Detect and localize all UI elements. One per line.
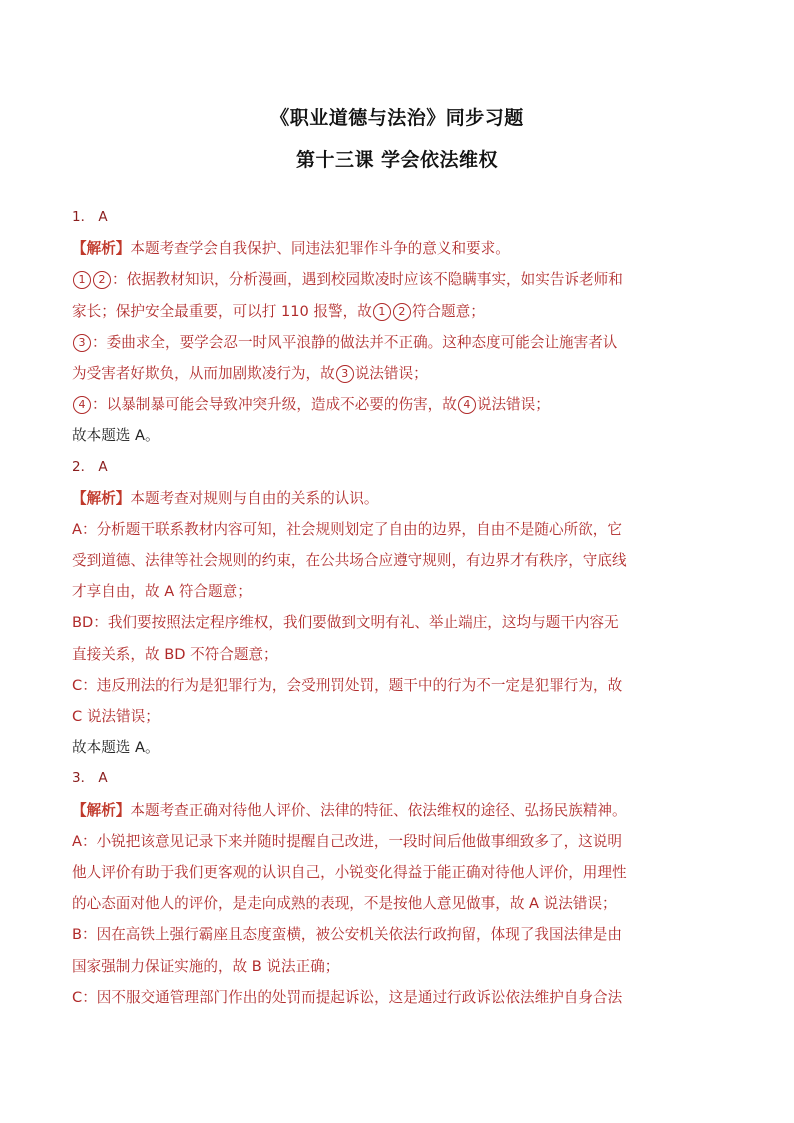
analysis-line xyxy=(72,233,684,264)
lesson-subtitle: 第十三课 学会依法维权 xyxy=(295,149,499,171)
option-line xyxy=(72,296,684,327)
option-text: 为受害者好欺负，从而加剧欺凌行为，故 xyxy=(72,364,335,382)
analysis-text: 本题考查对规则与自由的关系的认识。 xyxy=(130,489,379,507)
option-line xyxy=(72,327,684,358)
analysis-line xyxy=(72,483,684,514)
option-line xyxy=(72,358,684,389)
option-text: 说法错误； xyxy=(476,396,550,414)
option-text: 符合题意； xyxy=(411,302,485,320)
circled-number: 2 xyxy=(93,271,111,289)
circled-number: 1 xyxy=(373,303,391,321)
option-text: ：委曲求全，要学会忍一时风平浪静的做法并不正确。这种态度可能会让施害者认 xyxy=(92,333,618,351)
circled-number: 3 xyxy=(73,334,91,352)
option-line: C：违反刑法的行为是犯罪行为，会受刑罚处罚，题干中的行为不一定是犯罪行为，故 xyxy=(72,676,623,694)
option-line: 的心态面对他人的评价，是走向成熟的表现，不是按他人意见做事，故 A 说法错误； xyxy=(72,895,617,913)
answer-number: 2． A xyxy=(72,458,108,475)
option-line: B：因在高铁上强行霸座且态度蛮横，被公安机关依法行政拘留，体现了我国法律是由 xyxy=(72,926,622,944)
option-line: 国家强制力保证实施的，故 B 说法正确； xyxy=(72,957,340,975)
option-text: 说法错误； xyxy=(354,364,428,382)
analysis-tag: 【解析】 xyxy=(72,489,131,507)
analysis-tag: 【解析】 xyxy=(72,240,131,258)
circled-number: 1 xyxy=(73,271,91,289)
circled-number: 4 xyxy=(73,396,91,414)
answer-number: 3． A xyxy=(72,770,108,787)
conclusion-line: 故本题选 A。 xyxy=(72,739,160,757)
analysis-text: 本题考查正确对待他人评价、法律的特征、依法维权的途径、弘扬民族精神。 xyxy=(130,801,627,819)
option-line: A：分析题干联系教材内容可知，社会规则划定了自由的边界，自由不是随心所欲，它 xyxy=(72,520,622,538)
option-text: ：以暴制暴可能会导致冲突升级，造成不必要的伤害，故 xyxy=(92,396,457,414)
option-text: 家长；保护安全最重要，可以打 110 报警，故 xyxy=(72,302,372,320)
option-line: 才享自由，故 A 符合题意； xyxy=(72,583,252,601)
option-text: ：依据教材知识，分析漫画，遇到校园欺凌时应该不隐瞒事实，如实告诉老师和 xyxy=(112,271,623,289)
option-line xyxy=(72,264,684,295)
circled-number: 4 xyxy=(458,396,476,414)
option-line: C 说法错误； xyxy=(72,708,160,725)
conclusion-line: 故本题选 A。 xyxy=(72,427,160,445)
answer-body xyxy=(72,202,684,1013)
option-line: BD：我们要按照法定程序维权，我们要做到文明有礼、举止端庄，这均与题干内容无 xyxy=(72,614,619,632)
circled-number: 3 xyxy=(336,365,354,383)
circled-number: 2 xyxy=(393,303,411,321)
option-line xyxy=(72,389,684,420)
answer-number: 1． A xyxy=(72,209,108,225)
page-title: 《职业道德与法治》同步习题 xyxy=(270,107,524,129)
option-line: 他人评价有助于我们更客观的认识自己，小锐变化得益于能正确对待他人评价，用理性 xyxy=(72,863,627,881)
option-line: A：小锐把该意见记录下来并随时提醒自己改进，一段时间后他做事细致多了，这说明 xyxy=(72,832,622,850)
analysis-text: 本题考查学会自我保护、同违法犯罪作斗争的意义和要求。 xyxy=(130,240,510,258)
option-line: 直接关系，故 BD 不符合题意； xyxy=(72,645,278,663)
option-line: 受到道德、法律等社会规则的约束，在公共场合应遵守规则，有边界才有秩序，守底线 xyxy=(72,552,627,570)
analysis-tag: 【解析】 xyxy=(72,801,131,819)
option-line: C：因不服交通管理部门作出的处罚而提起诉讼，这是通过行政诉讼依法维护自身合法 xyxy=(72,988,623,1006)
analysis-line xyxy=(72,795,684,826)
